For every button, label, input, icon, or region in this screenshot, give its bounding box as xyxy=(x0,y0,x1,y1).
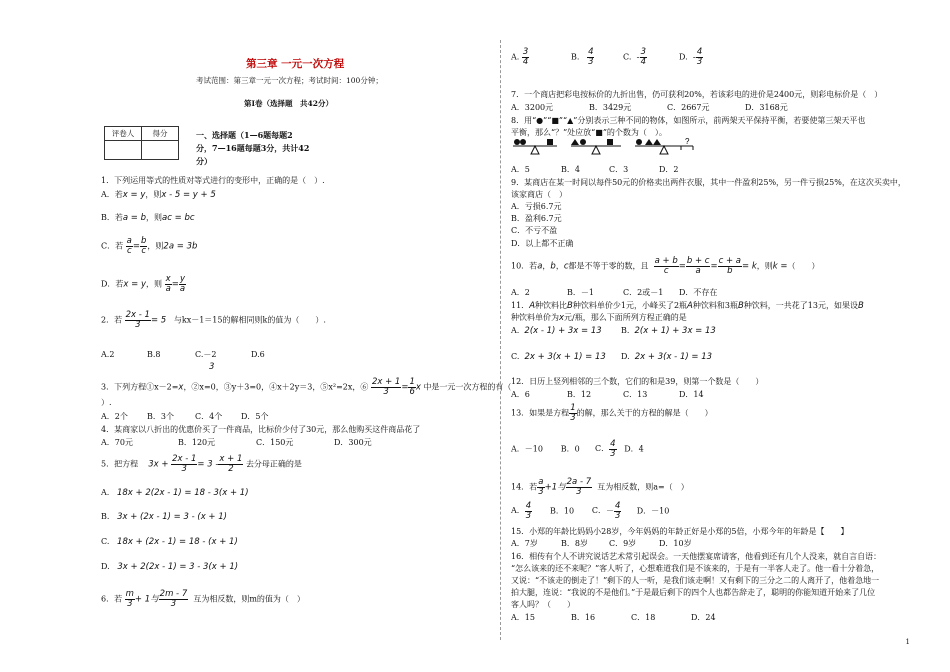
q14-option-c: C．－ $\frac{4}{3}$ xyxy=(591,501,621,521)
section-heading-line1: 一、选择题（1—6题每题2 xyxy=(196,130,293,140)
score-table-cell xyxy=(105,141,142,160)
q9-option-a: A．亏损6.7元 xyxy=(511,202,562,211)
q8-option-d: D．2 xyxy=(659,165,679,174)
q5-option-c: C. 18x + (2x - 1) = 18 - (x + 1) xyxy=(101,537,238,547)
q8-stem-line2: 平衡，那么“？”处应放“■”的个数为（ ）。 xyxy=(511,128,667,137)
scale-question-mark: ? xyxy=(685,137,690,146)
q16-option-a: A．15 xyxy=(511,613,535,622)
q8-option-c: C．3 xyxy=(609,165,629,174)
q5-option-a: A. 18x + 2(2x - 1) = 18 - 3(x + 1) xyxy=(101,488,249,498)
q11-option-b: B. 2(x + 1) + 3x = 13 xyxy=(621,326,716,336)
q14-options xyxy=(511,502,669,521)
q2-option-b: B.8 xyxy=(147,350,161,359)
q14-stem: 14．若 $\frac{a}{3}$ +1与 $\frac{2a - 7}{3}$ 互为相反数，则a=（ ） xyxy=(511,477,689,497)
q11-stem-line2: 种饮料单价为x元/瓶，那么下面所列方程正确的是 xyxy=(511,313,687,323)
q4-option-a: A．70元 xyxy=(101,438,133,447)
q1-option-a: A．若x = y，则x - 5 = y + 5 xyxy=(101,190,216,200)
q15-stem: 15．小郑的年龄比妈妈小28岁，今年妈妈的年龄正好是小郑的5倍，小郑今年的年龄是【 】 xyxy=(511,527,849,536)
score-table-header-grader: 评卷人 xyxy=(105,127,142,141)
q11-stem-line1: 11．A种饮料比B种饮料单价少1元，小峰买了2瓶A种饮料和3瓶B种饮料，一共花了13元，如果设B xyxy=(511,301,864,311)
q3-option-c: C．4个 xyxy=(195,412,223,421)
exam-subtitle: 考试范围：第三章一元一次方程；考试时间：100分钟； xyxy=(196,76,383,85)
q2-option-a: A.2 xyxy=(101,350,115,359)
balance-scales-figure xyxy=(511,136,701,162)
q2-option-d: D.6 xyxy=(251,350,265,359)
q6-option-d: D. - $\frac{4}{3}$ xyxy=(679,47,703,67)
q10-option-b: B．－1 xyxy=(567,288,594,297)
q2-stem: 2．若 $\frac{2x - 1}{3}$ = 5 与kx－1＝15的解相同则k的值为（ ）. xyxy=(101,310,326,330)
q16-line2: “怎么该来的还不来呢？”客人听了，心想难道我们是不该来的，于是有一半客人走了。他一看十分着急， xyxy=(511,564,880,573)
q13-options xyxy=(511,440,644,459)
q10-option-d: D．不存在 xyxy=(679,288,718,297)
q1-option-b: B．若a = b，则ac = bc xyxy=(101,213,195,223)
q7-stem: 7．一个商店把彩电按标价的九折出售，仍可获利20%，若该彩电的进价是2400元，则彩电标价是（ ） xyxy=(511,90,883,99)
q9-option-b: B．盈利6.7元 xyxy=(511,214,562,223)
q8-stem-line1: 8．用“●”“■”“▲”分别表示三种不同的物体，如图所示，前两架天平保持平衡，若要使第三架天平也 xyxy=(511,116,866,125)
q7-option-b: B．3429元 xyxy=(589,103,632,112)
right-column xyxy=(509,0,904,672)
balance-scale-2 xyxy=(571,139,621,154)
q9-stem-line2: 该家商店（ ） xyxy=(511,190,567,199)
q12-option-a: A．6 xyxy=(511,390,530,399)
q3-option-d: D．5个 xyxy=(241,412,269,421)
q15-option-c: C．9岁 xyxy=(609,539,637,548)
q4-option-b: B．120元 xyxy=(178,438,216,447)
section-heading-line3: 分） xyxy=(196,156,212,166)
q16-option-b: B．16 xyxy=(571,613,596,622)
left-column xyxy=(96,0,512,672)
q3-stem: 3．下列方程①x－2=x，②x=0，③y＋3=0，④x＋2y＝3，⑤x²=2x，⑥ $\frac{2x + 1}{3}$ = $\frac{1}{6}$ x 中是一元一次方程的有（ xyxy=(101,377,512,397)
q2-option-c: C.－2 xyxy=(195,350,217,359)
q4-stem: 4．某商家以八折出的优惠价买了一件商品，比标价少付了30元，那么他购买这件商品花了 xyxy=(101,425,421,434)
q3-close: ）. xyxy=(101,398,112,407)
q14-option-d: D．－10 xyxy=(636,506,670,516)
q15-option-a: A．7岁 xyxy=(511,539,538,548)
q5-option-b: B. 3x + (2x - 1) = 3 - (x + 1) xyxy=(101,512,227,522)
q3-option-a: A．2个 xyxy=(101,412,128,421)
q7-option-c: C．2667元 xyxy=(667,103,710,112)
q4-option-c: C．150元 xyxy=(256,438,294,447)
q16-line3: 又说：“不该走的倒走了！”剩下的人一听，是我们该走啊！又有剩下的三分之二的人离开了，他着急地一 xyxy=(511,576,880,585)
q6-option-b: B. $\frac{4}{3}$ xyxy=(571,47,594,67)
q3-option-b: B．3个 xyxy=(147,412,174,421)
q1-stem: 1．下列运用等式的性质对等式进行的变形中，正确的是（ ）. xyxy=(101,176,325,185)
q14-option-a: A． $\frac{4}{3}$ xyxy=(511,501,532,521)
q5-stem: 5．把方程 3x + $\frac{2x - 1}{3}$ = 3 - $\frac{x + 1}{2}$ 去分母正确的是 xyxy=(101,454,302,474)
section-heading-line2: 分，7—16题每题3分，共计42 xyxy=(196,143,310,153)
q13-option-c: C． $\frac{4}{3}$ xyxy=(595,439,616,459)
q11-option-c: C. 2x + 3(x + 1) = 13 xyxy=(511,352,606,362)
q12-option-b: B．12 xyxy=(567,390,592,399)
q12-stem: 12．日历上竖列相邻的三个数，它们的和是39，则第一个数是（ ） xyxy=(511,377,764,386)
part-heading: 第Ⅰ卷（选择题 共42分） xyxy=(244,99,333,108)
balance-scale-3 xyxy=(635,137,693,154)
column-divider xyxy=(500,40,501,640)
balance-scale-1 xyxy=(513,139,557,154)
q10-stem: 10．若a，b，c都是不等于零的数，且 $\frac{a + b}{c}$ = $\frac{b + c}{a}$ = $\frac{c + a}{b}$ = k，则k =（ ） xyxy=(511,256,820,276)
q8-option-a: A．5 xyxy=(511,165,530,174)
q6-option-a: A. $\frac{3}{4}$ xyxy=(511,47,529,67)
score-table-cell xyxy=(142,141,179,160)
q16-line5: 客人吗？（ ） xyxy=(511,600,575,609)
q11-option-a: A. 2(x - 1) + 3x = 13 xyxy=(511,326,602,336)
q13-option-d: D．4 xyxy=(624,444,644,454)
q9-option-d: D．以上都不正确 xyxy=(511,239,574,248)
q9-stem-line1: 9．某商店在某一时间以每件50元的价格卖出两件衣服，其中一件盈利25%，另一件亏损25%，在这次买卖中， xyxy=(511,178,906,187)
q6-stem: 6．若 $\frac{m}{3}$ + 1与 $\frac{2m - 7}{3}$ 互为相反数，则m的值为（ ） xyxy=(101,589,305,609)
q9-option-c: C．不亏不盈 xyxy=(511,226,558,235)
score-table-header-score: 得分 xyxy=(142,127,179,141)
q8-option-b: B．4 xyxy=(561,165,580,174)
q6-option-c: C. - $\frac{3}{4}$ xyxy=(623,47,646,67)
q12-option-c: C．13 xyxy=(623,390,648,399)
q4-option-d: D．300元 xyxy=(334,438,372,447)
q5-option-d: D. 3x + 2(2x - 1) = 3 - 3(x + 1) xyxy=(101,562,239,572)
q13-option-b: B．0 xyxy=(560,444,580,454)
q7-option-a: A．3200元 xyxy=(511,103,554,112)
q15-option-d: D．10岁 xyxy=(659,539,692,548)
q16-line1: 16．相传有个人不讲究说话艺术常引起误会。一天他摆宴席请客，他看到还有几个人没来，就自言自语： xyxy=(511,552,882,561)
q7-option-d: D．3168元 xyxy=(745,103,788,112)
q16-line4: 拍大腿，连说：“我说的不是他们。”于是最后剩下的四个人也都告辞走了，聪明的你能知道开始来了几位 xyxy=(511,588,876,597)
score-table xyxy=(104,126,179,160)
q14-option-b: B．10 xyxy=(550,506,575,516)
page-number: 1 xyxy=(905,638,910,646)
q12-option-d: D．14 xyxy=(679,390,704,399)
q10-option-c: C．2或－1 xyxy=(623,288,664,297)
q15-option-b: B．8岁 xyxy=(561,539,588,548)
q11-option-d: D. 2x + 3(x - 1) = 13 xyxy=(621,352,713,362)
q13-stem: 13．如果是方程 $\frac{1}{3}$ 的解，那么关于的方程的解是（ ） xyxy=(511,403,713,423)
q16-option-c: C．18 xyxy=(631,613,656,622)
q10-option-a: A．2 xyxy=(511,288,530,297)
q1-option-c: C．若 $\frac{a}{c}$ = $\frac{b}{c}$ ，则2a = 3b xyxy=(101,236,198,256)
q3-fraction-numerator: 3 xyxy=(209,362,215,372)
exam-title: 第三章 一元一次方程 xyxy=(246,58,345,70)
q16-option-d: D．24 xyxy=(691,613,716,622)
q1-option-d: D．若x = y，则 $\frac{x}{a}$ = $\frac{y}{a}$ xyxy=(101,274,186,294)
q13-option-a: A．－10 xyxy=(511,444,543,454)
